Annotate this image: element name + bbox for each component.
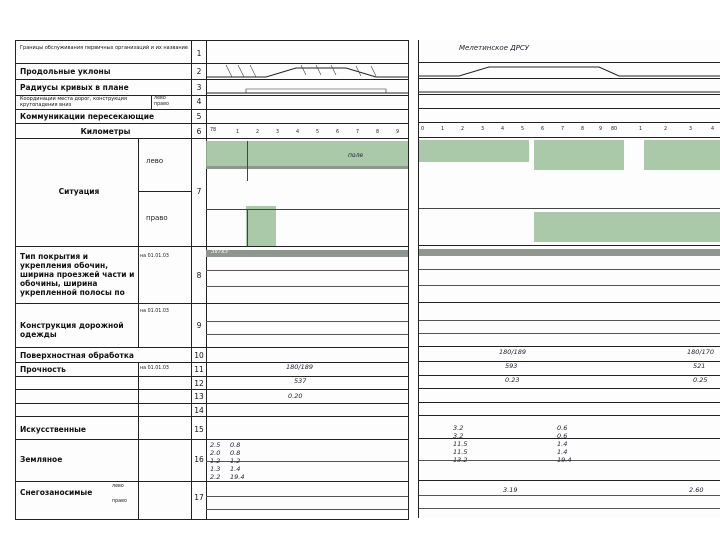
km-mark: 3 — [481, 127, 485, 132]
km-mark: 4 — [296, 130, 300, 135]
row-line — [419, 415, 720, 416]
row-number: 17 — [194, 493, 204, 502]
row-number: 2 — [196, 67, 202, 76]
situation-left: лево — [146, 157, 164, 165]
row-number: 15 — [194, 425, 204, 434]
grid-line — [206, 321, 408, 322]
earth-value: 1.3 — [210, 465, 221, 473]
earth-value: 1.4 — [557, 440, 568, 448]
km-mark: 8 — [376, 130, 380, 135]
km-mark: 6 — [541, 127, 545, 132]
row-label-6: Километры — [80, 127, 131, 136]
earth-value: 0.6 — [557, 432, 568, 440]
km-mark: 1 — [441, 127, 445, 132]
terrain-left — [206, 141, 408, 169]
km-mark: 2 — [664, 127, 668, 132]
km-mark: 9 — [599, 127, 603, 132]
snow-right: право — [112, 499, 127, 504]
terrain-right — [246, 206, 276, 246]
date-label: на 01.01.03 — [140, 366, 169, 371]
row-line — [16, 347, 408, 348]
row-line — [419, 388, 720, 389]
row-line — [419, 480, 720, 481]
km-mark: 3 — [276, 130, 280, 135]
row-label-9: Конструкция дорожной одежды — [20, 321, 124, 339]
grid-line — [206, 334, 408, 335]
earth-value: 3.2 — [453, 424, 464, 432]
number-column-divider — [206, 41, 207, 519]
earth-value: 2.2 — [210, 473, 221, 481]
label-column-divider — [191, 41, 192, 519]
terrain-left — [419, 140, 529, 162]
row-line — [16, 362, 408, 363]
grid-line — [419, 269, 720, 270]
earth-value: 0.8 — [230, 449, 241, 457]
km-mark: 0 — [421, 127, 425, 132]
strength-value: 0.23 — [505, 376, 520, 384]
km-mark: 9 — [396, 130, 400, 135]
row-line — [16, 439, 408, 440]
row-number: 3 — [196, 83, 202, 92]
right-sheet — [418, 40, 720, 518]
km-mark: 7 — [356, 130, 360, 135]
snow-left: лево — [112, 484, 124, 489]
row-label-4: Координации места дорог, конструкция крутопадения вниз — [20, 96, 127, 108]
surface-value: 180/170 — [687, 348, 715, 356]
situation-sub-line — [138, 191, 191, 192]
earth-value: 13.2 — [453, 456, 468, 464]
earth-value: 2.0 — [210, 449, 221, 457]
crossroad — [247, 141, 248, 181]
row-label-8: Тип покрытия и укрепления обочин, ширина проезжей части и обочины, ширина укрепленной полосы по — [20, 252, 135, 297]
earth-value: 2.5 — [210, 441, 221, 449]
row-label-11: Прочность — [20, 365, 66, 374]
situation-right: право — [146, 214, 168, 222]
km-mark: 5 — [316, 130, 320, 135]
profile-drawing — [206, 63, 408, 111]
earth-value: 0.6 — [557, 424, 568, 432]
row-number: 14 — [194, 406, 204, 415]
earth-value: 1.4 — [230, 465, 241, 473]
field-label: поле — [348, 152, 364, 159]
km-mark: 80 — [611, 127, 618, 132]
coverage-bar — [206, 250, 408, 257]
row-label-1: Границы обслуживания первичных организаций и их название — [20, 45, 188, 51]
row-number: 1 — [196, 49, 202, 58]
row-number: 16 — [194, 455, 204, 464]
row-number: 6 — [196, 127, 202, 136]
road-edge — [206, 166, 408, 169]
row-label-10: Поверхностная обработка — [20, 351, 134, 360]
row-number: 12 — [194, 379, 204, 388]
strength-value: 180/189 — [286, 363, 314, 371]
strength-value: 0.20 — [288, 392, 303, 400]
km-mark: 1 — [236, 130, 240, 135]
road-width-label: 3х7х3 — [211, 249, 229, 255]
row-label-3: Радиусы кривых в плане — [20, 83, 129, 92]
row-line — [16, 303, 408, 304]
earth-value: 11.5 — [453, 448, 468, 456]
row-line — [16, 389, 408, 390]
earth-value: 1.2 — [230, 457, 241, 465]
row-number: 4 — [196, 97, 202, 106]
km-mark: 7 — [561, 127, 565, 132]
snow-value: 2.60 — [689, 486, 704, 494]
km-mark: 2 — [256, 130, 260, 135]
row-line — [16, 376, 408, 377]
row-number: 13 — [194, 392, 204, 401]
grid-line — [206, 270, 408, 271]
radius-sub-divider — [151, 95, 152, 109]
row-number: 11 — [194, 365, 204, 374]
km-mark: 6 — [336, 130, 340, 135]
strength-value: 0.25 — [693, 376, 708, 384]
row-line — [419, 302, 720, 303]
strength-value: 593 — [505, 362, 518, 370]
surface-value: 180/189 — [499, 348, 527, 356]
snow-value: 3.19 — [503, 486, 518, 494]
row-label-2: Продольные уклоны — [20, 67, 111, 76]
road-line — [419, 208, 720, 209]
grid-line — [419, 285, 720, 286]
row-label-17: Снегозаносимые — [20, 488, 93, 497]
km-ruler — [419, 126, 720, 137]
row-label-15: Искусственные — [20, 425, 87, 434]
row-label-16: Земляное — [20, 455, 63, 464]
crossroad — [247, 209, 248, 246]
grid-line — [206, 509, 408, 510]
row-line — [419, 245, 720, 246]
terrain-left — [644, 140, 720, 170]
terrain-left — [534, 140, 624, 170]
strength-value: 537 — [294, 377, 307, 385]
km-mark: 8 — [581, 127, 585, 132]
road-line — [206, 209, 408, 210]
radius-left: лево — [154, 96, 166, 101]
coverage-sub-divider — [138, 246, 139, 347]
row-number: 7 — [196, 187, 202, 196]
date-label: на 01.01.03 — [140, 254, 169, 259]
grid-line — [419, 508, 720, 509]
coverage-bar — [419, 249, 720, 256]
terrain-right — [534, 212, 720, 242]
row-line — [419, 375, 720, 376]
row-line — [419, 402, 720, 403]
row-line — [16, 246, 408, 247]
earth-sub-divider — [138, 416, 139, 519]
km-mark: 78 — [210, 128, 217, 133]
left-sheet — [15, 40, 409, 520]
row-number: 10 — [194, 351, 204, 360]
grid-line — [419, 333, 720, 334]
row-line — [419, 137, 720, 138]
km-mark: 2 — [461, 127, 465, 132]
earth-value: 1.4 — [557, 448, 568, 456]
radius-right: право — [154, 102, 169, 107]
earth-value: 19.4 — [557, 456, 572, 464]
grid-line — [206, 286, 408, 287]
situation-sub-divider — [138, 138, 139, 246]
km-mark: 4 — [711, 127, 715, 132]
grid-line — [206, 496, 408, 497]
row-line — [419, 346, 720, 347]
row-line — [419, 122, 720, 123]
row-line — [419, 361, 720, 362]
km-ruler — [206, 127, 408, 138]
earth-value: 19.4 — [230, 473, 245, 481]
earth-value: 11.5 — [453, 440, 468, 448]
grid-line — [419, 320, 720, 321]
strength-value: 521 — [693, 362, 706, 370]
row-number: 5 — [196, 112, 202, 121]
row-label-5: Коммуникации пересекающие — [20, 112, 155, 121]
grid-line — [419, 495, 720, 496]
row-line — [16, 416, 408, 417]
earth-value: 3.2 — [453, 432, 464, 440]
row-line — [16, 403, 408, 404]
earth-value: 0.8 — [230, 441, 241, 449]
row-number: 9 — [196, 321, 202, 330]
km-mark: 4 — [501, 127, 505, 132]
km-mark: 3 — [689, 127, 693, 132]
row-number: 8 — [196, 271, 202, 280]
km-mark: 5 — [521, 127, 525, 132]
row-line — [16, 481, 408, 482]
organization-title: Мелетинское ДРСУ — [459, 44, 530, 52]
date-label: на 01.01.03 — [140, 309, 169, 314]
row-label-7: Ситуация — [58, 187, 100, 196]
profile-drawing — [419, 62, 720, 110]
earth-value: 1.2 — [210, 457, 221, 465]
row-line — [419, 438, 720, 439]
row-line — [16, 123, 408, 124]
row-line — [16, 138, 408, 139]
km-mark: 1 — [639, 127, 643, 132]
strength-sub-divider — [138, 362, 139, 416]
